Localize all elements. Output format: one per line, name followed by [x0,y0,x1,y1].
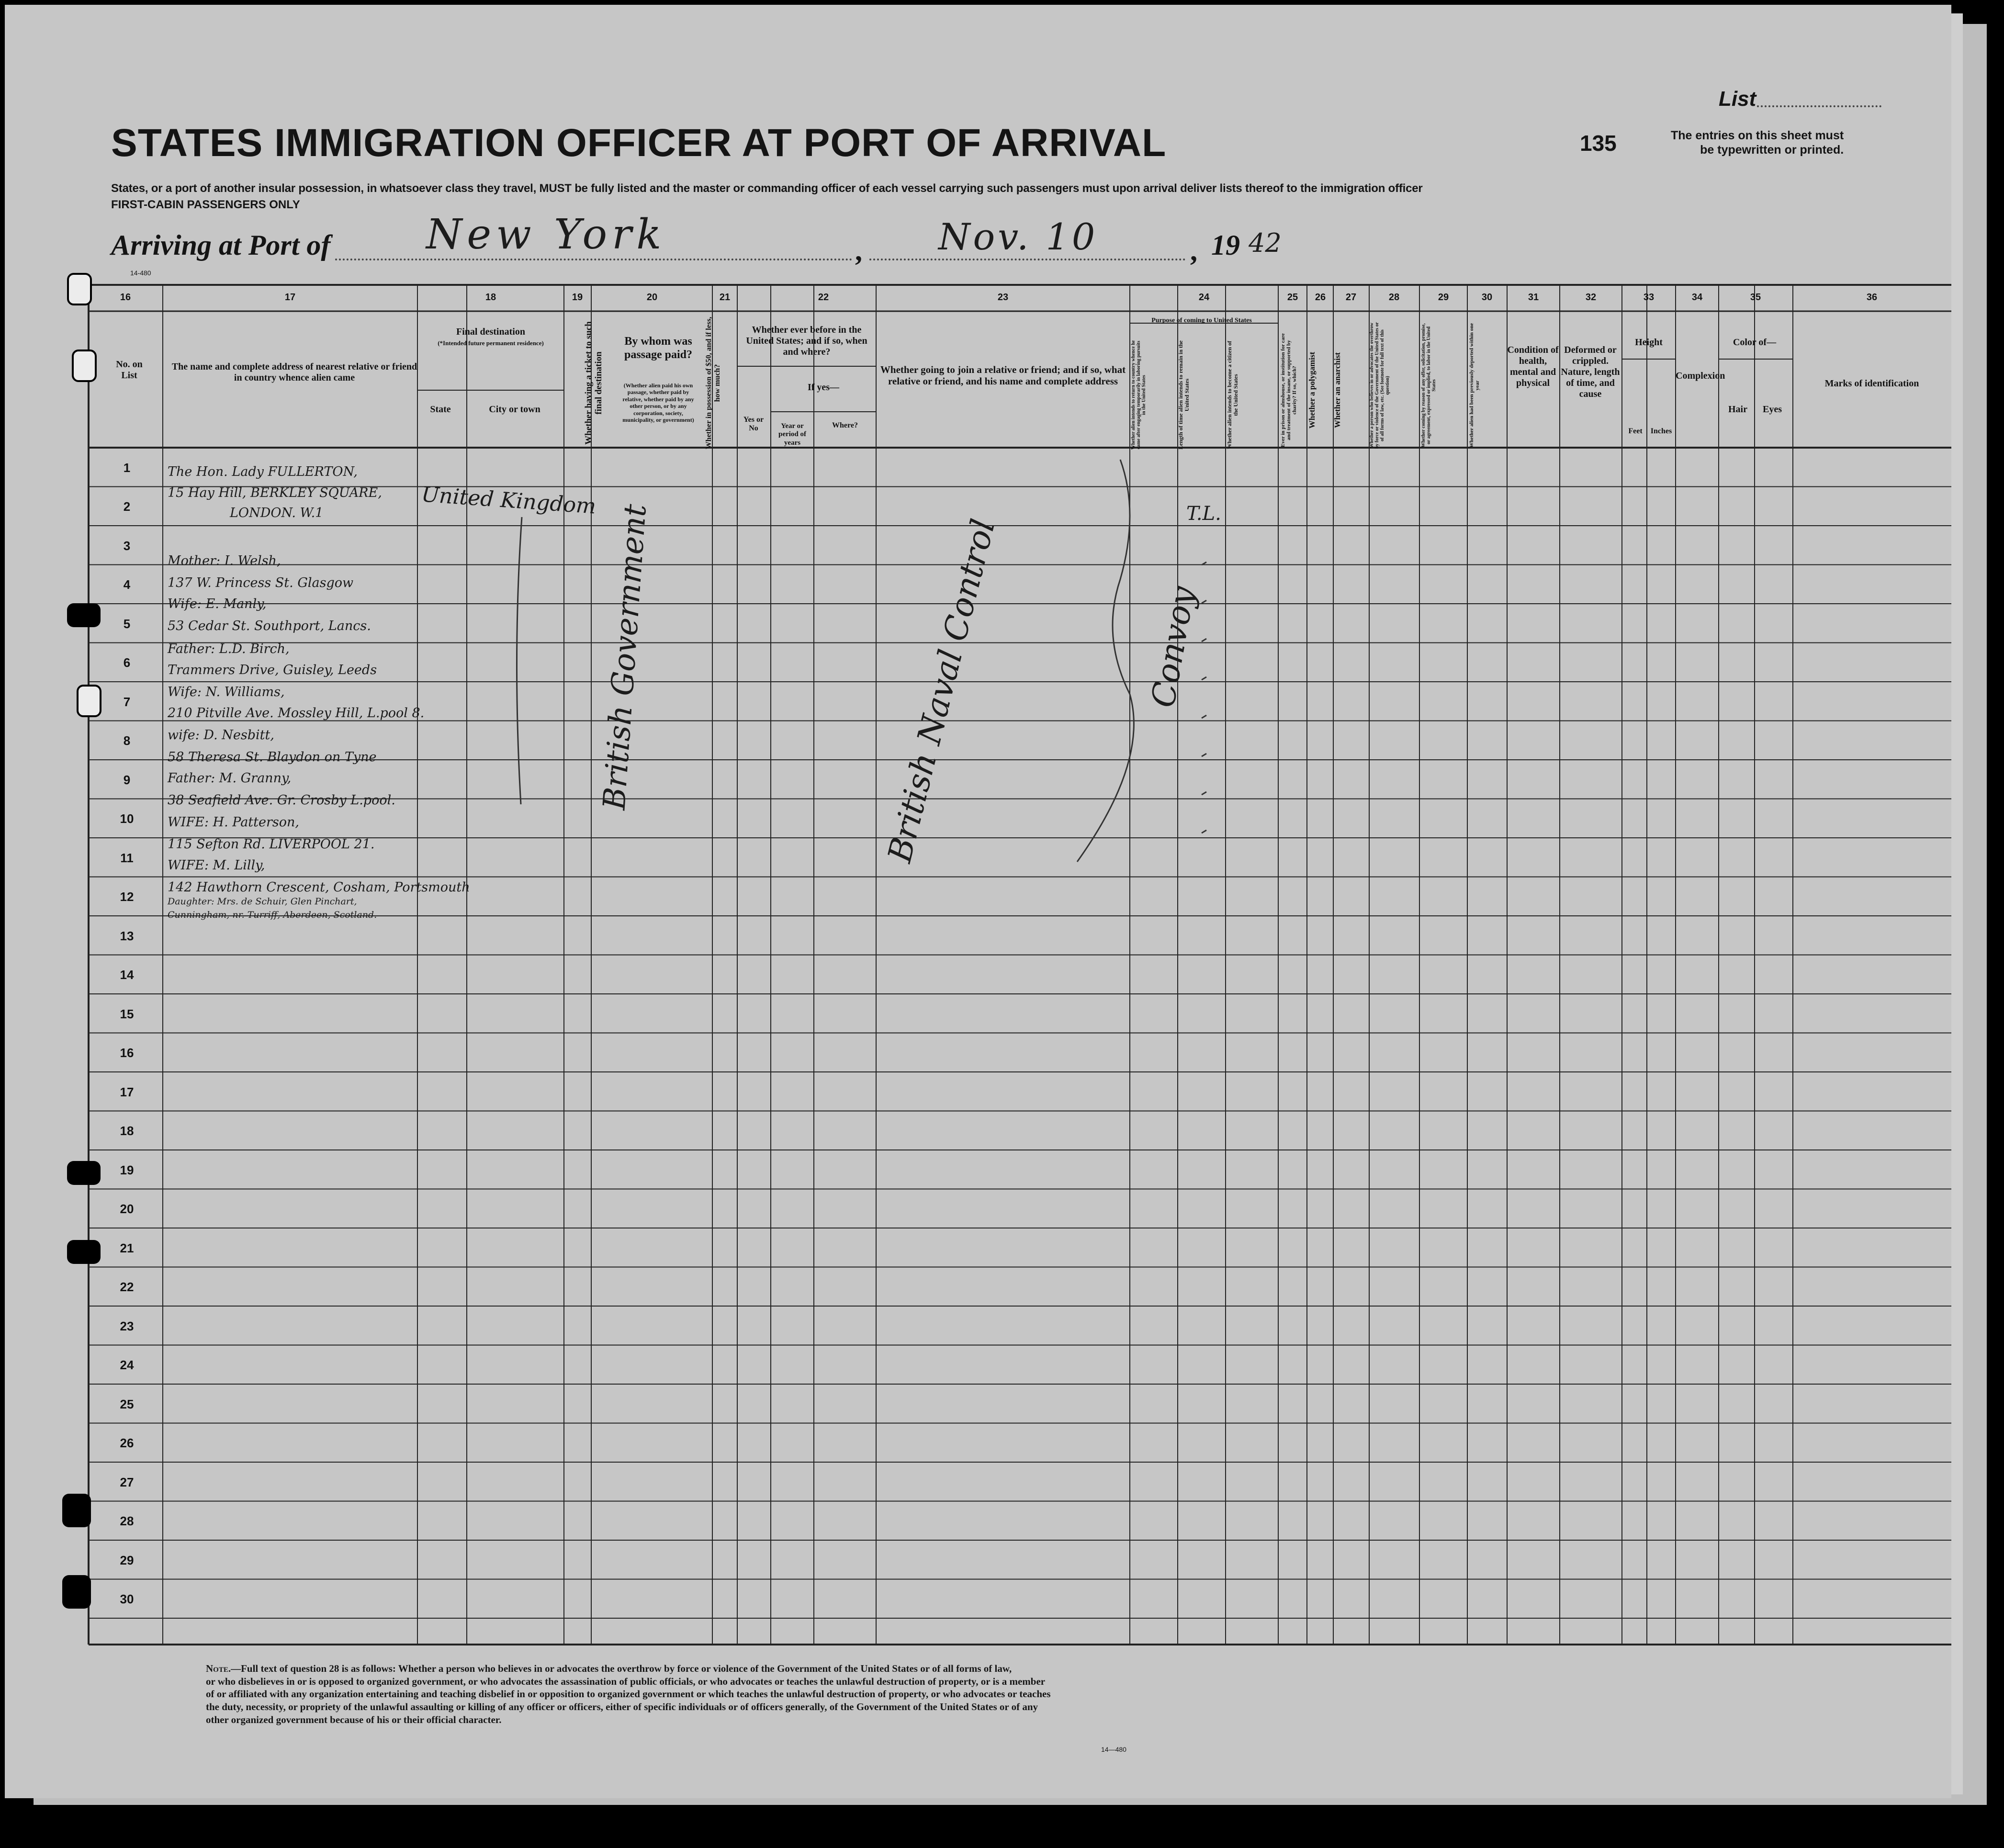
column-number: 31 [1528,292,1539,303]
header-final-destination-note: (*Intended future permanent residence) [438,339,544,347]
relative-entry-line: The Hon. Lady FULLERTON, [168,464,358,479]
row-number: 20 [120,1202,134,1217]
row-number: 28 [120,1514,134,1529]
column-number: 18 [485,292,496,303]
header-money: Whether in possession of $50, and if less, how much? [705,316,721,450]
relative-entry-line: Wife: E. Manly, [168,597,267,611]
row-number: 25 [120,1397,134,1411]
form-title: STATES IMMIGRATION OFFICER AT PORT OF ARRIVAL [111,121,1167,165]
relative-entry-line: Wife: N. Williams, [168,685,285,699]
row-number: 9 [123,772,131,787]
row-number: 17 [120,1084,134,1099]
instruction-line: The entries on this sheet must [1671,129,1844,142]
column-number: 21 [719,292,731,303]
header-feet: Feet [1628,427,1643,435]
footnote-line: or who disbelieves in or is opposed to organized government, or who advocates the assassination of public officials, or who advocates or teaches the unlawful destruction of property, or is a member [206,1675,1046,1687]
relative-entry-line: 210 Pitville Ave. Mossley Hill, L.pool 8. [168,706,425,721]
footnote-code: 14—480 [1101,1746,1126,1753]
header-ticket: Whether having a ticket to such final destination [584,321,604,445]
header-passage: By whom was passage paid? [624,335,693,361]
punch-hole [62,1494,91,1527]
punch-hole [67,1161,101,1185]
ditto-ticks [1192,551,1221,847]
header-years: Year or period of years [778,422,806,447]
relative-entry-line: Cunningham, nr. Turriff, Aberdeen, Scotland. [168,910,377,920]
punch-hole [62,1575,91,1609]
footnote [206,1662,1834,1726]
column-number: 20 [646,292,658,303]
relative-entry-line: Daughter: Mrs. de Schuir, Glen Pinchart, [168,896,357,907]
header-where: Where? [832,421,858,429]
column-number: 35 [1750,292,1761,303]
header-overthrow: Whether a person who believes in or advocates the overthrow by force or violence of the Government of the United States or of all forms of law, etc. (See footnote for full text of this question) [1369,322,1390,449]
footnote-line: of or affiliated with any organization entertaining and teaching disbelief in or opposition to organized government or which teaches the unlawful destruction of property, or who advocates or teaches [206,1688,1051,1700]
footnote-line [206,1662,1834,1675]
brace-line [1048,455,1144,867]
column-number: 30 [1481,292,1493,303]
column-number: 23 [997,292,1009,303]
length-mark: T.L. [1186,503,1221,525]
header-nearest-relative: The name and complete address of nearest relative or friend in country whence alien came [171,361,417,383]
header-if-yes: If yes— [807,382,840,393]
header-eyes: Eyes [1763,404,1782,415]
column-number: 33 [1643,292,1655,303]
relative-entry-line: 58 Theresa St. Blaydon on Tyne [168,750,377,765]
row-number: 22 [120,1280,134,1295]
punch-hole [77,685,101,717]
form-subtitle: States, or a port of another insular possession, in whatsoever class they travel, MUST be fully listed and the master or commanding officer of each vessel carrying such passengers must upon arrival deliver lists thereof to the immigration officer [111,182,1423,195]
column-number: 22 [818,292,829,303]
column-number: 16 [120,292,131,303]
column-number: 36 [1866,292,1878,303]
manifest-sheet [5,5,1951,1798]
header-no-on-list: No. on List [116,359,143,381]
comma: , [1190,235,1197,267]
relative-entry-line: wife: D. Nesbitt, [168,728,274,743]
form-code: 14-480 [130,269,151,277]
relative-entry-line: 137 W. Princess St. Glasgow [168,575,354,590]
comma: , [855,235,862,267]
header-color-of: Color of— [1733,337,1777,348]
punch-hole [67,1240,101,1264]
row-number: 7 [123,694,131,709]
punch-hole [67,603,101,627]
column-number: 19 [572,292,583,303]
column-number: 24 [1198,292,1210,303]
column-number: 27 [1345,292,1357,303]
row-number: 10 [120,811,134,826]
date-value: Nov. 10 [938,215,1098,258]
header-purpose-a: Whether alien intends to return to country whence he came after engaging temporarily in laboring pursuits in the United States [1131,340,1147,450]
header-complexion: Complexion [1676,371,1725,381]
row-number: 24 [120,1358,134,1373]
row-number: 18 [120,1124,134,1138]
instruction-line: be typewritten or printed. [1700,143,1844,157]
header-final-destination: Final destination [456,327,525,337]
relative-entry-line: WIFE: H. Patterson, [168,815,299,830]
header-deported: Whether alien had been previously deported within one year [1469,323,1481,448]
row-number: 27 [120,1475,134,1489]
column-number: 17 [284,292,296,303]
page-number: 135 [1580,131,1617,156]
relative-entry-line: LONDON. W.1 [230,506,324,520]
relative-entry-line: 115 Sefton Rd. LIVERPOOL 21. [168,837,375,852]
joining-entry: British Naval Control [881,515,1003,867]
column-number: 34 [1691,292,1703,303]
header-polygamist: Whether a polygamist [1307,351,1317,429]
row-number: 14 [120,968,134,982]
arriving-label: Arriving at Port of [111,229,331,261]
destination-ditto-line [507,512,536,809]
header-height: Height [1635,337,1663,348]
row-number: 3 [123,538,131,553]
header-deformed: Deformed or crippled. Nature, length of time, and cause [1561,345,1620,399]
header-state: State [430,404,451,415]
relative-entry-line: 142 Hawthorn Crescent, Cosham, Portsmouth [168,880,470,895]
row-number: 2 [123,499,131,514]
header-marks: Marks of identification [1824,378,1919,389]
row-number: 11 [120,850,134,865]
punch-hole [67,273,92,305]
relative-entry-line: Father: L.D. Birch, [168,642,290,656]
header-before-us: Whether ever before in the United States; and if so, when and where? [746,325,867,357]
relative-entry-line: WIFE: M. Lilly, [168,858,265,873]
column-number: 25 [1287,292,1298,303]
row-number: 8 [123,733,131,748]
row-number: 16 [120,1046,134,1060]
punch-hole [72,349,97,382]
header-joining: Whether going to join a relative or friend; and if so, what relative or friend, and his name and complete address [880,364,1126,387]
header-labor-offer: Whether coming by reason of any offer, solicitation, promise, or agreement, expressed or implied, to labor in the United States [1421,323,1437,448]
row-number: 15 [120,1006,134,1021]
row-number: 21 [120,1240,134,1255]
footnote-text: Full text of question 28 is as follows: Whether a person who believes in or advocates the overthrow by force or violence of the Government of the United States or of all forms of law, [241,1663,1012,1674]
header-yes-no: Yes or No [743,416,764,433]
year-prefix: 19 [1211,229,1240,261]
class-line: FIRST-CABIN PASSENGERS ONLY [111,198,300,211]
row-number: 13 [120,928,134,943]
header-hair: Hair [1728,404,1747,415]
header-passage-note: (Whether alien paid his own passage, whether paid by relative, whether paid by any other person, or by any corporation, society, municipality, or government) [622,382,694,423]
column-number: 32 [1585,292,1597,303]
relative-entry-line: Trammers Drive, Guisley, Leeds [168,663,377,677]
row-number: 23 [120,1318,134,1333]
relative-entry-line: Father: M. Granny, [168,771,292,786]
port-value: New York [426,211,666,259]
row-number: 19 [120,1162,134,1177]
column-number: 29 [1438,292,1449,303]
length-entry: Convoy [1144,584,1203,710]
passage-entry: British Government [597,503,653,811]
header-condition: Condition of health, mental and physical [1507,345,1559,388]
column-number: 28 [1388,292,1400,303]
year-suffix: 42 [1249,228,1282,258]
relative-entry-line: 15 Hay Hill, BERKLEY SQUARE, [168,485,382,500]
header-prison: Ever in prison or almshouse, or institution for care and treatment of the insane, or supported by charity? If so, which? [1280,333,1298,447]
header-purpose-c: Whether alien intends to become a citizen of the United States [1226,340,1239,450]
row-number: 29 [120,1553,134,1567]
footnote-line: the duty, necessity, or propriety of the unlawful assaulting or killing of any officer or officers, either of specific individuals or of officers generally, of the Government of the United States or of any [206,1701,1038,1713]
header-purpose: Purpose of coming to United States [1151,317,1252,324]
relative-entry-line: 38 Seafield Ave. Gr. Crosby L.pool. [168,793,395,808]
header-inches: Inches [1650,427,1672,435]
row-number: 6 [123,655,131,670]
destination-entry: United Kingdom [420,482,597,519]
header-purpose-b: Length of time alien intends to remain in the United States [1177,340,1191,450]
column-number: 26 [1315,292,1326,303]
row-number: 1 [123,460,131,475]
relative-entry-line: Mother: I. Welsh, [168,553,281,568]
row-number: 5 [123,616,131,631]
row-number: 12 [120,890,134,904]
relative-entry-line: 53 Cedar St. Southport, Lancs. [168,619,371,633]
footnote-lead: Note.— [206,1663,241,1674]
footnote-line: other organized government because of his or their official character. [206,1713,502,1725]
list-label: List [1719,87,1756,111]
header-city: City or town [489,404,540,415]
row-number: 4 [123,577,131,592]
row-number: 30 [120,1592,134,1607]
row-number: 26 [120,1436,134,1451]
header-anarchist: Whether an anarchist [1333,352,1342,428]
